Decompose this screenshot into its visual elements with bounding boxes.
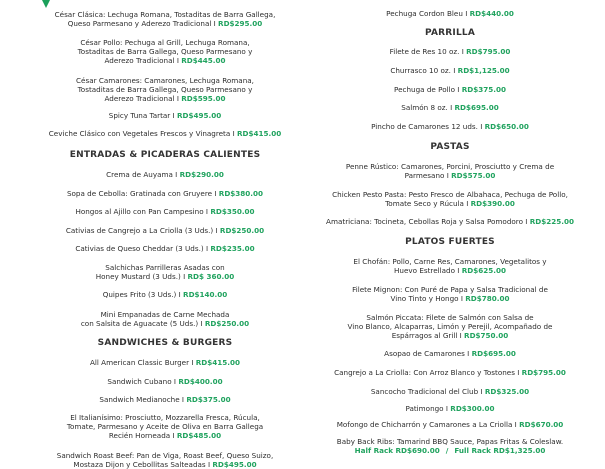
menu-item-description: Pechuga de Pollo bbox=[394, 85, 455, 94]
menu-item-description: Ceviche Clásico con Vegetales Frescos y Vinagreta bbox=[48, 129, 231, 138]
menu-item-price: RD$750.00 bbox=[464, 331, 509, 340]
menu-item-description: Mostaza Dijon y Cebollitas Salteadas bbox=[73, 460, 206, 469]
menu-item: César Pollo: Pechuga al Grill, Lechuga Romana, Tostaditas de Barra Gallega, Queso Parmesano y Aderezo Tradicional I RD$445.00 bbox=[77, 38, 253, 65]
menu-item: Chicken Pesto Pasta: Pesto Fresco de Albahaca, Pechuga de Pollo, Tomate Seco y Rúcula I RD$390.00 bbox=[332, 190, 568, 208]
menu-item-price: RD$ 360.00 bbox=[187, 272, 235, 281]
menu-item: Asopao de Camarones I RD$695.00 bbox=[384, 349, 516, 358]
menu-item-description: Baby Back Ribs: Tamarind BBQ Sauce, Papas Fritas & Coleslaw. bbox=[336, 437, 564, 446]
menu-item: César Camarones: Camarones, Lechuga Romana, Tostaditas de Barra Gallega, Queso Parmesano y Aderezo Tradicional I RD$595.00 bbox=[76, 76, 254, 103]
section-heading: PARRILLA bbox=[425, 28, 475, 38]
menu-item-description: Pechuga Cordon Bleu bbox=[386, 9, 463, 18]
menu-item: Penne Rústico: Camarones, Porcini, Prosciutto y Crema de Parmesano I RD$575.00 bbox=[345, 162, 555, 180]
menu-item-description: Chicken Pesto Pasta: Pesto Fresco de Albahaca, Pechuga de Pollo, bbox=[332, 190, 568, 199]
menu-item-price: RD$440.00 bbox=[469, 9, 514, 18]
corner-accent-triangle bbox=[36, 0, 56, 8]
menu-item: Churrasco 10 oz. I RD$1,125.00 bbox=[390, 66, 510, 75]
price-divider: / bbox=[445, 446, 449, 455]
menu-item-description: Patimongo bbox=[405, 404, 444, 413]
menu-item-description: Pincho de Camarones 12 uds. bbox=[371, 122, 478, 131]
menu-item-description: Penne Rústico: Camarones, Porcini, Prosciutto y Crema de bbox=[345, 162, 555, 171]
menu-item-price: RD$415.00 bbox=[195, 358, 241, 367]
menu-item-price: RD$595.00 bbox=[181, 94, 226, 103]
menu-item-description: Aderezo Tradicional bbox=[104, 94, 175, 103]
menu-item-price: RD$295.00 bbox=[218, 19, 263, 28]
menu-item-description: Tostaditas de Barra Gallega, Queso Parmesano y bbox=[77, 47, 253, 56]
menu-item: Salmón Piccata: Filete de Salmón con Salsa de Vino Blanco, Alcaparras, Limón y Perejil, Acompañado de Espárragos al Grill I RD$750.00 bbox=[347, 313, 553, 340]
menu-item-price: RD$290.00 bbox=[179, 170, 224, 179]
menu-item: Cangrejo a La Criolla: Con Arroz Blanco y Tostones I RD$795.00 bbox=[334, 368, 566, 377]
menu-item-description: Salchichas Parrilleras Asadas con bbox=[105, 263, 225, 272]
menu-item-description: Sandwich Medianoche bbox=[99, 395, 180, 404]
menu-item-price: RD$795.00 bbox=[466, 47, 511, 56]
menu-item-price: RD$1,125.00 bbox=[457, 66, 510, 75]
menu-item-price: RD$795.00 bbox=[521, 368, 566, 377]
menu-item: Filete Mignon: Con Puré de Papa y Salsa Tradicional de Vino Tinto y Hongo I RD$780.00 bbox=[352, 285, 548, 303]
menu-item-price: RD$235.00 bbox=[210, 244, 255, 253]
menu-item-description: Hongos al Ajillo con Pan Campesino bbox=[75, 207, 204, 216]
menu-item: Hongos al Ajillo con Pan Campesino I RD$350.00 bbox=[75, 207, 255, 216]
menu-item-description: César Camarones: Camarones, Lechuga Romana, bbox=[76, 76, 254, 85]
menu-item: El Italianísimo: Prosciutto, Mozzarella Fresca, Rúcula, Tomate, Parmesano y Aceite de Oliva en Barra Gallega Recién Horneada I RD$485.00 bbox=[66, 413, 264, 440]
menu-item-price: RD$380.00 bbox=[218, 189, 264, 198]
menu-item-description: Sopa de Cebolla: Gratinada con Gruyere bbox=[66, 189, 213, 198]
menu-item-description: Cangrejo a La Criolla: Con Arroz Blanco y Tostones bbox=[334, 368, 515, 377]
menu-item: Pechuga Cordon Bleu I RD$440.00 bbox=[386, 9, 514, 18]
section-heading: SANDWICHES & BURGERS bbox=[97, 338, 233, 348]
menu-item-description: Queso Parmesano y Aderezo Tradicional bbox=[67, 19, 212, 28]
menu-item: César Clásica: Lechuga Romana, Tostaditas de Barra Gallega, Queso Parmesano y Aderezo Tradicional I RD$295.00 bbox=[54, 10, 276, 28]
menu-item-description: Salmón 8 oz. bbox=[401, 103, 448, 112]
menu-item-description: César Pollo: Pechuga al Grill, Lechuga Romana, bbox=[80, 38, 250, 47]
menu-item-description: con Salsita de Aguacate (5 Uds.) bbox=[80, 319, 199, 328]
menu-item: Spicy Tuna Tartar I RD$495.00 bbox=[108, 111, 222, 120]
menu-item-description: Sandwich Cubano bbox=[107, 377, 172, 386]
menu-item-description: Espárragos al Grill bbox=[391, 331, 458, 340]
menu-item-price: RD$695.00 bbox=[454, 103, 499, 112]
menu-item-price: RD$495.00 bbox=[212, 460, 257, 469]
menu-item: Cativias de Cangrejo a La Criolla (3 Uds.) I RD$250.00 bbox=[65, 226, 265, 235]
menu-item: Mini Empanadas de Carne Mechada con Salsita de Aguacate (5 Uds.) I RD$250.00 bbox=[80, 310, 250, 328]
menu-item-price: RD$415.00 bbox=[237, 129, 282, 138]
menu-item-description: Sancocho Tradicional del Club bbox=[370, 387, 479, 396]
menu-item-description: Filete de Res 10 oz. bbox=[389, 47, 460, 56]
menu-item-price: RD$485.00 bbox=[176, 431, 222, 440]
menu-item: Salmón 8 oz. I RD$695.00 bbox=[401, 103, 499, 112]
menu-item: El Chofán: Pollo, Carne Res, Camarones, Vegetalitos y Huevo Estrellado I RD$625.00 bbox=[353, 257, 547, 275]
menu-item: Pincho de Camarones 12 uds. I RD$650.00 bbox=[371, 122, 529, 131]
menu-item-description: Crema de Auyama bbox=[106, 170, 173, 179]
menu-item: Salchichas Parrilleras Asadas con Honey Mustard (3 Uds.) I RD$ 360.00 bbox=[95, 263, 235, 281]
menu-item-price: RD$625.00 bbox=[461, 266, 506, 275]
menu-item-price: RD$695.00 bbox=[471, 349, 516, 358]
menu-item bbox=[300, 437, 600, 455]
menu-item-description: Churrasco 10 oz. bbox=[390, 66, 451, 75]
menu-item-price: RD$575.00 bbox=[451, 171, 496, 180]
menu-item-description: César Clásica: Lechuga Romana, Tostaditas de Barra Gallega, bbox=[54, 10, 276, 19]
menu-item: Ceviche Clásico con Vegetales Frescos y Vinagreta I RD$415.00 bbox=[48, 129, 282, 138]
section-heading: PLATOS FUERTES bbox=[405, 237, 495, 247]
menu-item-description: Vino Tinto y Hongo bbox=[390, 294, 459, 303]
menu-item: Pechuga de Pollo I RD$375.00 bbox=[394, 85, 506, 94]
menu-item-description: El Chofán: Pollo, Carne Res, Camarones, Vegetalitos y bbox=[353, 257, 547, 266]
menu-item-description: Mofongo de Chicharrón y Camarones a La Criolla bbox=[336, 420, 513, 429]
menu-item-description: Amatriciana: Tocineta, Cebollas Roja y Salsa Pomodoro bbox=[326, 217, 523, 226]
menu-item-description: Sandwich Roast Beef: Pan de Viga, Roast Beef, Queso Suizo, bbox=[56, 451, 274, 460]
menu-item-description: Huevo Estrellado bbox=[394, 266, 456, 275]
menu-item: Sandwich Medianoche I RD$375.00 bbox=[99, 395, 231, 404]
menu-item-description: Cativias de Cangrejo a La Criolla (3 Uds.) bbox=[65, 226, 214, 235]
menu-item: All American Classic Burger I RD$415.00 bbox=[89, 358, 241, 367]
menu-item-price: RD$250.00 bbox=[219, 226, 265, 235]
menu-item: Sopa de Cebolla: Gratinada con Gruyere I RD$380.00 bbox=[66, 189, 264, 198]
menu-item-price: RD$350.00 bbox=[210, 207, 255, 216]
menu-item-description: Honey Mustard (3 Uds.) bbox=[95, 272, 181, 281]
menu-item-description: Recién Horneada bbox=[108, 431, 171, 440]
menu-item-description: Aderezo Tradicional bbox=[104, 56, 175, 65]
menu-item: Sandwich Roast Beef: Pan de Viga, Roast Beef, Queso Suizo, Mostaza Dijon y Cebollitas Salteadas I RD$495.00 bbox=[56, 451, 274, 469]
menu-item-price: RD$445.00 bbox=[181, 56, 226, 65]
menu-item: Sandwich Cubano I RD$400.00 bbox=[107, 377, 223, 386]
menu-item: Filete de Res 10 oz. I RD$795.00 bbox=[389, 47, 511, 56]
menu-item-description: Spicy Tuna Tartar bbox=[108, 111, 171, 120]
menu-item-description: Parmesano bbox=[404, 171, 445, 180]
menu-item-price: RD$400.00 bbox=[178, 377, 223, 386]
menu-item-price: RD$650.00 bbox=[484, 122, 529, 131]
menu-item-price: RD$140.00 bbox=[183, 290, 228, 299]
menu-item: Crema de Auyama I RD$290.00 bbox=[106, 170, 224, 179]
menu-item: Sancocho Tradicional del Club I RD$325.00 bbox=[370, 387, 530, 396]
menu-item-description: Mini Empanadas de Carne Mechada bbox=[100, 310, 230, 319]
menu-item: Amatriciana: Tocineta, Cebollas Roja y Salsa Pomodoro I RD$225.00 bbox=[326, 217, 574, 226]
menu-item-price: RD$225.00 bbox=[529, 217, 574, 226]
menu-item-price: RD$780.00 bbox=[465, 294, 510, 303]
menu-item-price: RD$300.00 bbox=[450, 404, 495, 413]
menu-item: Patimongo I RD$300.00 bbox=[405, 404, 495, 413]
section-heading: PASTAS bbox=[430, 142, 470, 152]
menu-item-description: Vino Blanco, Alcaparras, Limón y Perejil, Acompañado de bbox=[347, 322, 553, 331]
menu-item-price: RD$495.00 bbox=[176, 111, 222, 120]
menu-item: Mofongo de Chicharrón y Camarones a La Criolla I RD$670.00 bbox=[336, 420, 564, 429]
menu-item-price: RD$375.00 bbox=[461, 85, 506, 94]
menu-item: Cativias de Queso Cheddar (3 Uds.) I RD$235.00 bbox=[75, 244, 255, 253]
menu-item-description: Salmón Piccata: Filete de Salmón con Salsa de bbox=[366, 313, 534, 322]
menu-item-description: Cativias de Queso Cheddar (3 Uds.) bbox=[75, 244, 204, 253]
menu-item-description: Tomate, Parmesano y Aceite de Oliva en Barra Gallega bbox=[66, 422, 264, 431]
section-heading: ENTRADAS & PICADERAS CALIENTES bbox=[69, 150, 261, 160]
menu-item-description: All American Classic Burger bbox=[89, 358, 190, 367]
menu-item-price: RD$670.00 bbox=[519, 420, 564, 429]
full-rack-price: Full Rack RD$1,325.00 bbox=[454, 446, 546, 455]
menu-item-description: Filete Mignon: Con Puré de Papa y Salsa Tradicional de bbox=[352, 285, 548, 294]
menu-item-description: Asopao de Camarones bbox=[384, 349, 465, 358]
menu-item: Quipes Frito (3 Uds.) I RD$140.00 bbox=[102, 290, 228, 299]
menu-item-price: RD$375.00 bbox=[186, 395, 231, 404]
menu-item-description: El Italianísimo: Prosciutto, Mozzarella Fresca, Rúcula, bbox=[70, 413, 260, 422]
menu-item-description: Quipes Frito (3 Uds.) bbox=[102, 290, 177, 299]
menu-item-price: RD$325.00 bbox=[484, 387, 530, 396]
half-rack-price: Half Rack RD$690.00 bbox=[354, 446, 440, 455]
menu-item-price: RD$390.00 bbox=[470, 199, 515, 208]
menu-item-description: Tostaditas de Barra Gallega, Queso Parmesano y bbox=[77, 85, 253, 94]
menu-item-description: Tomate Seco y Rúcula bbox=[385, 199, 464, 208]
menu-item-price: RD$250.00 bbox=[204, 319, 250, 328]
